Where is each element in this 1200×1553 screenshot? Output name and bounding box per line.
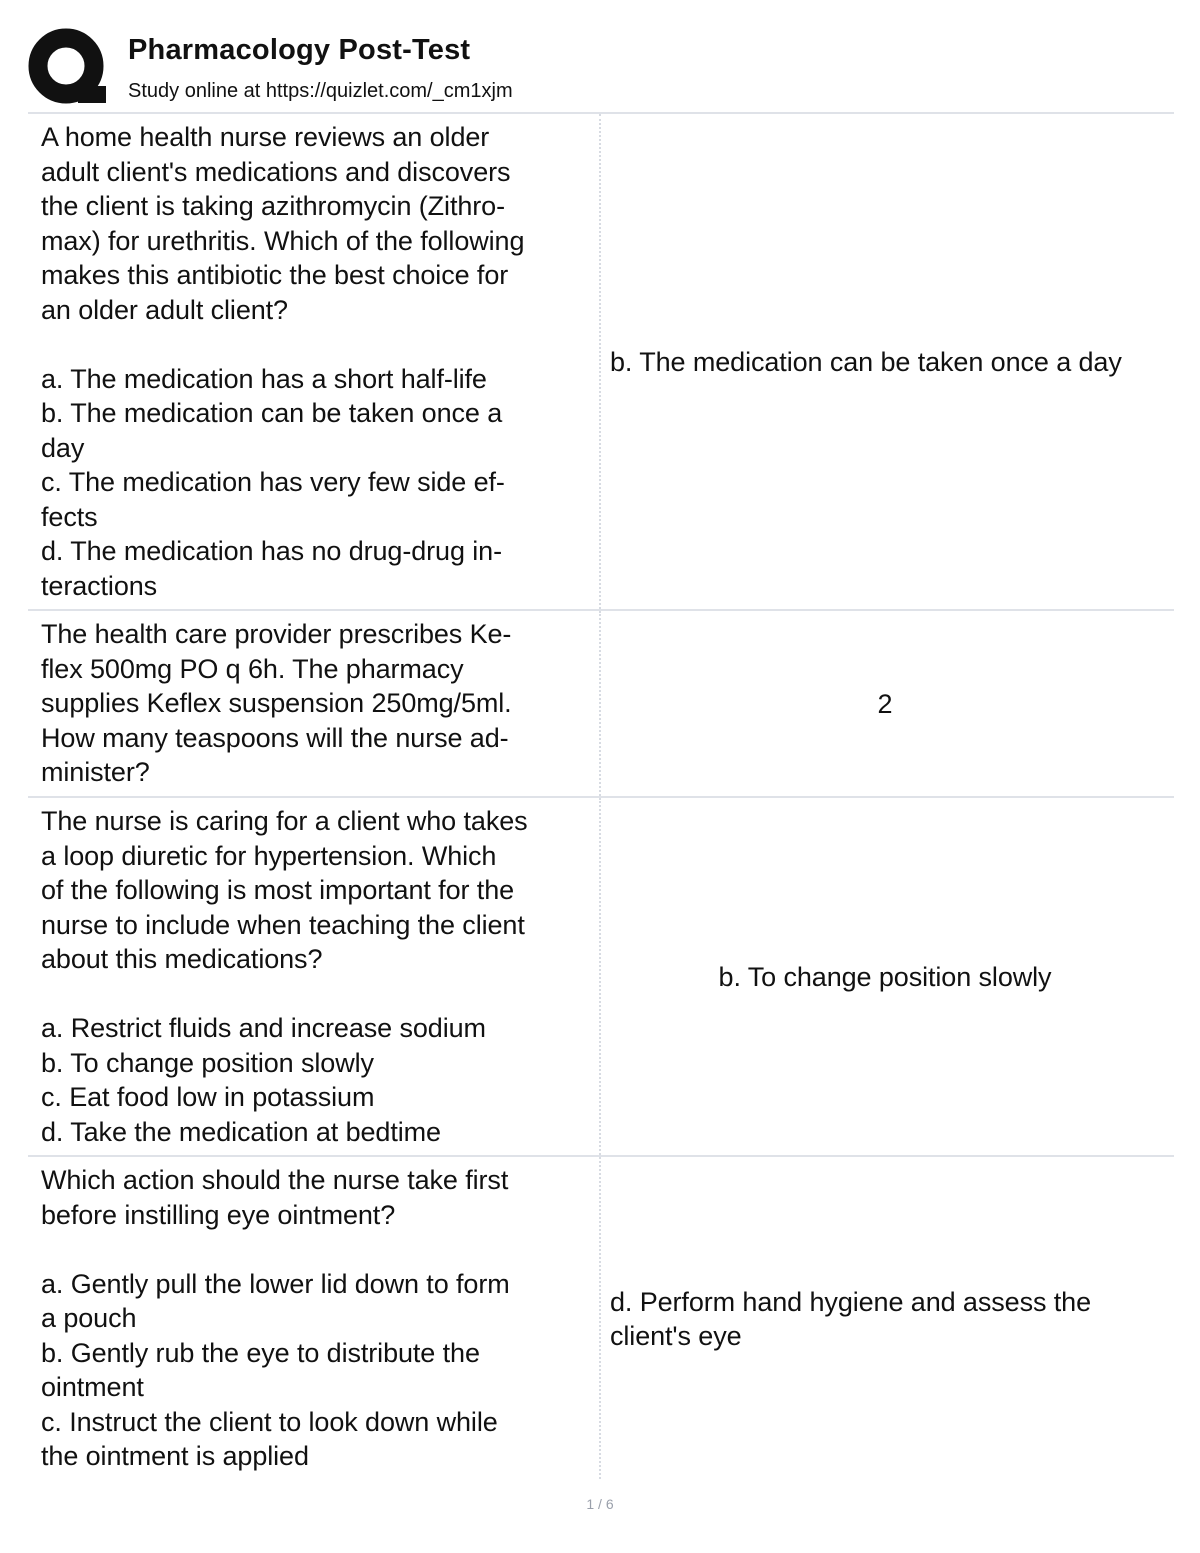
flashcard-row (28, 798, 1174, 1157)
card-definition: 2 (877, 689, 893, 720)
quizlet-q-icon (28, 28, 108, 108)
card-definition: b. To change position slowly (718, 962, 1052, 993)
card-definition: b. The medication can be taken once a day (610, 347, 1122, 378)
card-term: The nurse is caring for a client who takes a loop diuretic for hypertension. Which of the following is most important for the nurse to include when teaching the client about this medications? a. Restrict fluids and increase sodium b. To change position slowly c. Eat food low in potassium d. Take the medication at bedtime (28, 798, 601, 1155)
card-term: The health care provider prescribes Ke- flex 500mg PO q 6h. The pharmacy supplies Keflex suspension 250mg/5ml. How many teaspoons will the nurse ad- minister? (28, 611, 601, 796)
study-online-link[interactable]: Study online at https://quizlet.com/_cm1xjm (128, 80, 513, 102)
card-term: A home health nurse reviews an older adult client's medications and discovers the client is taking azithromycin (Zithro- max) for urethritis. Which of the following makes this antibiotic the best choice for an older adult client? a. The medication has a short half-life b. The medication can be taken once a day c. The medication has very few side ef- fects d. The medication has no drug-drug in- teractions (28, 114, 601, 609)
card-term: Which action should the nurse take first before instilling eye ointment? a. Gently pull the lower lid down to form a pouch b. Gently rub the eye to distribute the ointment c. Instruct the client to look down while the ointment is applied (28, 1157, 601, 1479)
flashcard-row (28, 611, 1174, 798)
card-definition: d. Perform hand hygiene and assess the client's eye (610, 1286, 1092, 1351)
page-number: 1 / 6 (586, 1496, 614, 1512)
flashcard-row (28, 114, 1174, 611)
flashcard-row (28, 1157, 1174, 1479)
flashcard-list (28, 112, 1174, 1479)
document-title: Pharmacology Post-Test (128, 34, 471, 66)
document-header (28, 28, 1174, 112)
